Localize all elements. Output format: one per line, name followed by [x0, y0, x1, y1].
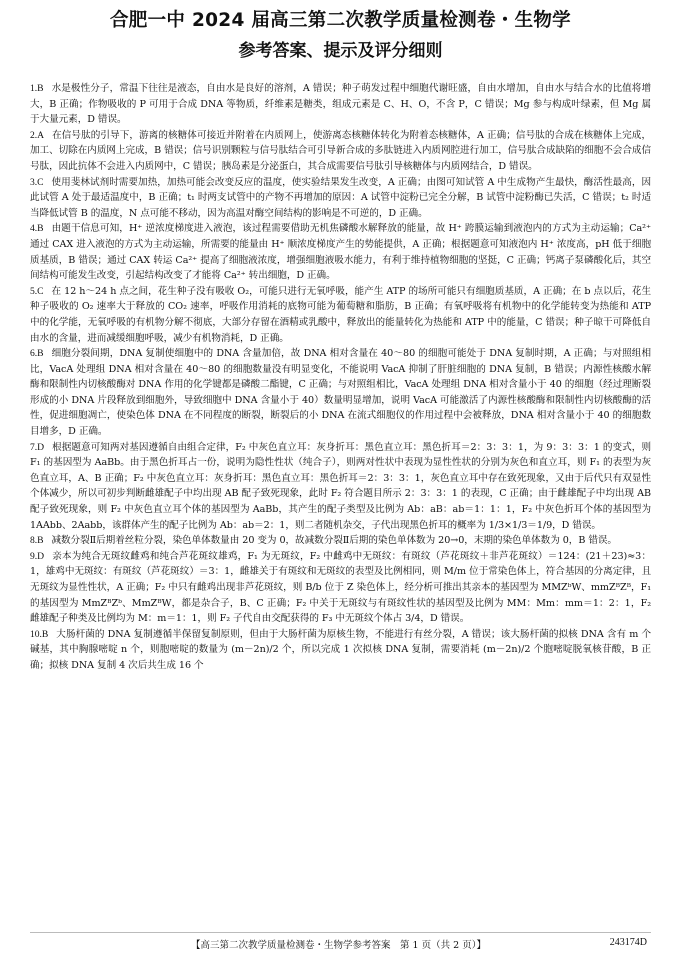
answer-number: 5.: [30, 285, 38, 297]
answer-number: 1.: [30, 83, 38, 94]
answer-item: [30, 549, 651, 627]
answer-item: [30, 221, 651, 283]
answer-key: A: [37, 129, 44, 141]
answer-key: D: [37, 441, 44, 453]
answer-key: B: [37, 223, 44, 235]
answer-item: [30, 81, 651, 128]
answer-item: [30, 284, 651, 346]
answer-key: B: [37, 348, 44, 360]
answer-explanation: 细胞分裂间期，DNA 复制使细胞中的 DNA 含量加倍，故 DNA 相对含量在 40～80 的细胞可能处于 DNA 复制时期，A 正确；与对照组相比，VacA 处理组 DNA 相对含量在 40～80 的细胞数量没有明显变化，不能说明 VacA 抑制了肝脏细胞的 DNA 复制，B 错误；内源性核酸水解酶和限制性内切核酸酶对 DNA 作用的化学键都是磷酸二酯键，C 正确；与对照组相比，VacA 处理组 DNA 相对含量小于 40 的细胞（经过理断裂形成的小 DNA 片段释放到细胞外，导致细胞中 DNA 含量小于 40）数量明显增加，说明 VacA 可能激活了内源性核酸酶和限制性内切核酸酶的活性，促进细胞凋亡，使染色体 DNA 在不同程度的断裂，断裂后的小 DNA 在流式细胞仪的作用过程中会被释放，DNA 相对含量小于 40 的细胞数目增多，D 正确。: [30, 348, 651, 438]
answer-explanation: 水是极性分子，常温下往往是液态，自由水是良好的溶剂，A 错误；种子萌发过程中细胞代谢旺盛，自由水增加，自由水与结合水的比值将增大，B 正确；作物吸收的 P 可用于合成 DNA 等物质，纤维素是糖类，组成元素是 C、H、O，不含 P，C 错误；Mg 参与构成叶绿素，但 Mg 属于大量元素，D 错误。: [30, 83, 651, 126]
answer-number: 6.: [30, 348, 38, 360]
answer-item: [30, 346, 651, 440]
answer-number: 7.: [30, 441, 38, 453]
answer-number: 2.: [30, 129, 38, 141]
answer-explanation: 在信号肽的引导下，游离的核糖体可接近并附着在内质网上，使游离态核糖体转化为附着态核糖体，A 正确；信号肽的合成在核糖体上完成，加工、切除在内质网上完成，B 错误；信号识别颗粒与信号肽结合可引导新合成的多肽链进入内质网腔进行加工，信号肽合成缺陷的细胞不会合成信号肽，因此抗体不会进入内质网中，C 错误；胰岛素是分泌蛋白，其合成需要信号肽引导核糖体与内质网结合，D 错误。: [30, 129, 651, 172]
answer-explanation: 根据题意可知两对基因遵循自由组合定律，F₂ 中灰色直立耳：灰身折耳：黑色直立耳：黑色折耳＝2：3：3：1，为 9：3：3：1 的变式，则 F₁ 的基因型为 AaBb。由于黑色折耳占一份，说明为隐性性状（纯合子），则两对性状中表现为显性性状的分别为灰色和直立耳，则 F₁ 的表型为灰色直立耳，A、B 正确；F₂ 中灰色直立耳：灰身折耳：黑色直立耳：黑色折耳＝2：3：3：1，灰色直立耳中存在致死现象，又由于后代只有双显性个体减少，所以可初步判断雌雄配子中均出现 AB 配子致死现象，此时 F₂ 符合题目所示 2：3：3：1 的表现，C 正确；由于雌雄配子中均出现 AB 配子致死现象，则 F₂ 中灰色直立耳个体的基因型为 AaBb，其产生的配子类型及比例为 Ab：aB：ab＝1：1：1，F₂ 中灰色折耳个体的基因型为 1AAbb、2Aabb，该群体产生的配子比例为 Ab：ab＝2：1，则二者随机杂交，子代出现黑色折耳的概率为 1/3×1/3＝1/9，D 错误。: [30, 441, 651, 531]
answer-item: [30, 175, 651, 222]
answer-explanation: 减数分裂Ⅱ后期着丝粒分裂，染色单体数量由 20 变为 0，故减数分裂Ⅱ后期的染色单体数为 20→0，末期的染色单体数为 0，B 错误。: [51, 535, 617, 547]
answer-key: B: [37, 535, 44, 547]
document-subtitle: 参考答案、提示及评分细则: [238, 41, 443, 61]
answer-key: C: [37, 176, 44, 188]
footer-doc-code: 243174D: [609, 937, 647, 948]
page-footer: [0, 937, 677, 951]
answer-explanation: 亲本为纯合无斑纹雌鸡和纯合芦花斑纹雄鸡，F₁ 为无斑纹，F₂ 中雌鸡中无斑纹：有斑纹（芦花斑纹＋非芦花斑纹）＝124：(21＋23)≈3：1，雄鸡中无斑纹：有斑纹（芦花斑纹）＝3：1，雌雄关于有斑纹和无斑纹的表型及比例相同，则 M/m 位于常染色体上，符合基因的分离定律，且无斑纹为显性性状，A 正确；F₂ 中只有雌鸡出现非芦花斑纹，则 B/b 位于 Z 染色体上，经分析可推出其亲本的基因型为 MMZᵇW、mmZᴮZᴮ，F₁ 的基因型为 MmZᴮZᵇ、MmZᴮW，都是杂合子，B、C 正确；F₂ 中关于无斑纹与有斑纹性状的基因型及比例为 MM：Mm：mm＝1：2：1，F₂ 雌雄配子种类及比例均为 M：m＝1：1，则 F₂ 子代自由交配获得的 F₃ 中无斑纹个体占 3/4，D 错误。: [30, 550, 651, 625]
answer-number: 8.: [30, 535, 38, 547]
answer-item: [30, 533, 651, 549]
answer-key: B: [37, 83, 44, 94]
footer-page-info: 【高三第二次教学质量检测卷・生物学参考答案 第 1 页（共 2 页）】: [191, 940, 486, 951]
answer-number: 10.: [30, 628, 42, 640]
answer-list: [30, 81, 651, 674]
answer-number: 9.: [30, 550, 38, 562]
answer-explanation: 由题干信息可知，H⁺ 逆浓度梯度进入液泡，该过程需要借助无机焦磷酸水解释放的能量，故 H⁺ 跨膜运输到液泡内的方式为主动运输；Ca²⁺ 通过 CAX 进入液泡的方式为主动运输，所需要的能量由 H⁺ 顺浓度梯度产生的势能提供，A 正确；根据题意可知液泡内 H⁺ 浓度高，pH 低于细胞质基质，B 错误；通过 CAX 转运 Ca²⁺ 提高了细胞液浓度，增强细胞液吸水能力，有利于维持植物细胞的坚挺，C 正确；钙离子泵磷酸化后，其空间结构可能发生改变，引起结构改变了才能将 Ca²⁺ 转出细胞，D 正确。: [30, 223, 651, 282]
answer-key: D: [37, 550, 44, 562]
answer-explanation: 使用斐林试剂时需要加热，加热可能会改变反应的温度，使实验结果发生改变，A 正确；由图可知试管 A 中生成物产生最快，酶活性最高，因此试管 A 处于最适温度中，B 正确；t₁ 时两支试管中的产物不再增加的原因：A 试管中淀粉已完全分解，B 试管中淀粉酶已失活，C 错误；t₂ 时适当降低试管 B 的温度，N 点可能不移动，因为高温对酶空间结构的影响是不可逆的，D 正确。: [30, 176, 651, 219]
answer-item: [30, 128, 651, 175]
answer-key: B: [41, 628, 49, 640]
answer-explanation: 在 12 h～24 h 点之间，花生种子没有吸收 O₂，可能只进行无氧呼吸，能产生 ATP 的场所可能只有细胞质基质，A 正确；在 b 点以后，花生种子吸收的 O₂ 速率大于释放的 CO₂ 速率，呼吸作用消耗的底物可能为葡萄糖和脂肪，B 正确；有氧呼吸将有机物中的化学能转变为热能和 ATP 中的化学能，无氧呼吸的有机物分解不彻底，大部分存留在酒精或乳酸中，释放出的能量转化为热能和 ATP 中的能量，C 错误；种子晾干可降低自由水的含量，进而减缓细胞呼吸，减少有机物消耗，D 正确。: [30, 285, 651, 344]
answer-item: [30, 627, 651, 674]
document-title: 合肥一中 2024 届高三第二次教学质量检测卷・生物学: [110, 10, 571, 31]
answer-item: [30, 440, 651, 534]
answer-number: 4.: [30, 223, 38, 235]
answer-explanation: 大肠杆菌的 DNA 复制遵循半保留复制原则，但由于大肠杆菌为原核生物，不能进行有丝分裂，A 错误；该大肠杆菌的拟核 DNA 含有 m 个碱基，其中胸腺嘧啶 n 个，则胞嘧啶的数量为 (m－2n)/2 个，所以完成 1 次拟核 DNA 复制，需要消耗 (m－2n)/2 个胞嘧啶脱氧核苷酸，B 正确；拟核 DNA 复制 4 次后共生成 16 个: [30, 628, 651, 671]
answer-number: 3.: [30, 176, 38, 188]
answer-key: C: [37, 285, 44, 297]
footer-divider: [30, 932, 651, 933]
